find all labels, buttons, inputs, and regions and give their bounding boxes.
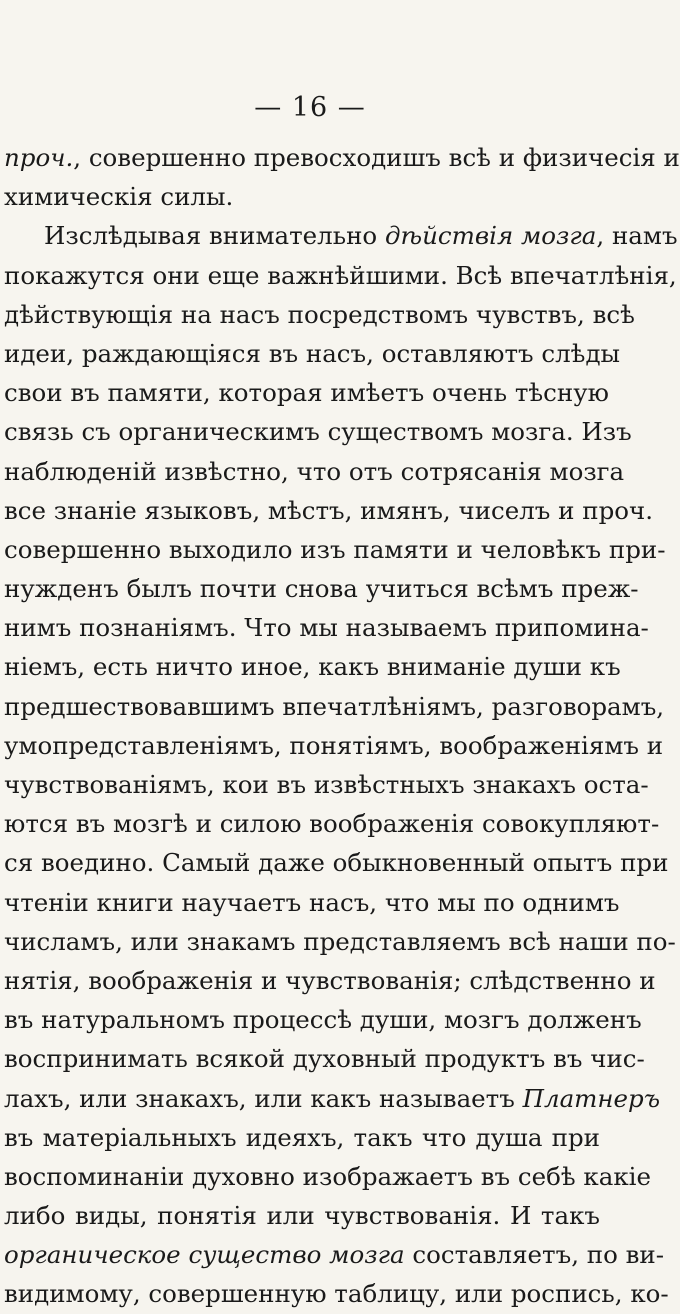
text-line <box>4 373 609 412</box>
text-segment: дѣйствующія на насъ посредствомъ чувствъ, всѣ <box>4 299 635 329</box>
text-segment: химическія силы. <box>4 182 234 212</box>
text-segment: чувствованіямъ, кои въ извѣстныхъ знакахъ оста- <box>4 770 649 799</box>
italic-text: проч. <box>4 143 74 172</box>
text-segment: покажутся они еще важнѣйшими. Всѣ впечатлѣнія, <box>4 260 677 290</box>
text-segment: совершенно выходило изъ памяти и человѣкъ при- <box>4 534 666 564</box>
text-segment: связь съ органическимъ существомъ мозга. Изъ <box>4 417 632 447</box>
text-segment: нужденъ былъ почти снова учиться всѣмъ преж- <box>4 574 639 604</box>
text-line <box>4 256 677 295</box>
text-line <box>4 883 620 922</box>
text-line <box>4 922 676 961</box>
text-line <box>4 843 669 882</box>
text-line <box>4 1274 669 1313</box>
text-segment: лахъ, или знакахъ, или какъ называетъ <box>4 1083 523 1113</box>
text-segment: числамъ, или знакамъ представляемъ всѣ наши по- <box>4 926 676 956</box>
text-segment: либо виды, понятія или чувствованія. И такъ <box>4 1201 600 1231</box>
text-line <box>4 177 600 216</box>
text-line <box>4 334 621 373</box>
text-segment: , намъ <box>596 221 678 251</box>
text-segment: составляетъ, по ви- <box>404 1240 665 1270</box>
text-line <box>4 530 666 569</box>
text-line <box>4 1079 661 1118</box>
text-line <box>4 726 664 765</box>
text-segment: нятія, воображенія и чувствованія; слѣдственно и <box>4 965 656 995</box>
text-segment: идеи, раждающіяся въ насъ, оставляютъ слѣды <box>4 338 621 368</box>
text-segment: умопредставленіямъ, понятіямъ, воображеніямъ и <box>4 730 664 760</box>
text-segment: воспринимать всякой духовный продуктъ въ чис- <box>4 1044 645 1074</box>
page-number: — 16 — <box>254 92 366 123</box>
italic-text: органическое существо мозга <box>4 1240 405 1270</box>
text-line <box>4 961 656 1000</box>
text-line <box>4 1235 665 1274</box>
text-segment: ся воедино. Самый даже обыкновенный опытъ при <box>4 848 669 878</box>
text-segment: нимъ познаніямъ. Что мы называемъ припомина- <box>4 613 649 643</box>
text-line <box>4 216 678 255</box>
text-line <box>4 1118 600 1157</box>
text-segment: наблюденій извѣстно, что отъ сотрясанія мозга <box>4 456 625 486</box>
text-line <box>4 1039 645 1078</box>
text-line <box>4 1157 652 1196</box>
text-line <box>4 647 621 686</box>
text-line <box>4 491 654 530</box>
text-line <box>4 412 632 451</box>
text-segment: Изслѣдывая внимательно <box>44 221 385 251</box>
text-segment: видимому, совершенную таблицу, или роспись, ко- <box>4 1279 669 1309</box>
text-segment: ются въ мозгѣ и силою воображенія совокупляют- <box>4 809 660 839</box>
text-line <box>4 295 635 334</box>
italic-text: дѣйствія мозга <box>384 221 597 251</box>
text-segment: все знаніе языковъ, мѣстъ, имянъ, чиселъ и проч. <box>4 495 654 525</box>
text-segment: ніемъ, есть ничто иное, какъ вниманіе души къ <box>4 652 621 682</box>
text-segment: предшествовавшимъ впечатлѣніямъ, разговорамъ, <box>4 691 665 721</box>
text-line <box>4 687 665 726</box>
text-segment: въ матеріальныхъ идеяхъ, такъ что душа при <box>4 1122 600 1152</box>
text-line <box>4 765 649 804</box>
body-text <box>4 138 680 1314</box>
text-line <box>4 608 649 647</box>
text-line <box>4 1196 600 1235</box>
text-segment: чтеніи книги научаетъ насъ, что мы по однимъ <box>4 887 620 917</box>
text-line <box>4 452 625 491</box>
text-segment: воспоминаніи духовно изображаетъ въ себѣ какіе <box>4 1161 652 1191</box>
text-segment: свои въ памяти, которая имѣетъ очень тѣсную <box>4 378 609 408</box>
text-segment: въ натуральномъ процессѣ души, мозгъ долженъ <box>4 1005 642 1035</box>
italic-text: Платнеръ <box>522 1083 661 1113</box>
text-line <box>4 804 660 843</box>
text-line <box>4 1000 642 1039</box>
text-segment: , совершенно превосходишъ всѣ и физичесія и <box>73 143 680 172</box>
text-line <box>4 138 680 177</box>
text-line <box>4 569 639 608</box>
